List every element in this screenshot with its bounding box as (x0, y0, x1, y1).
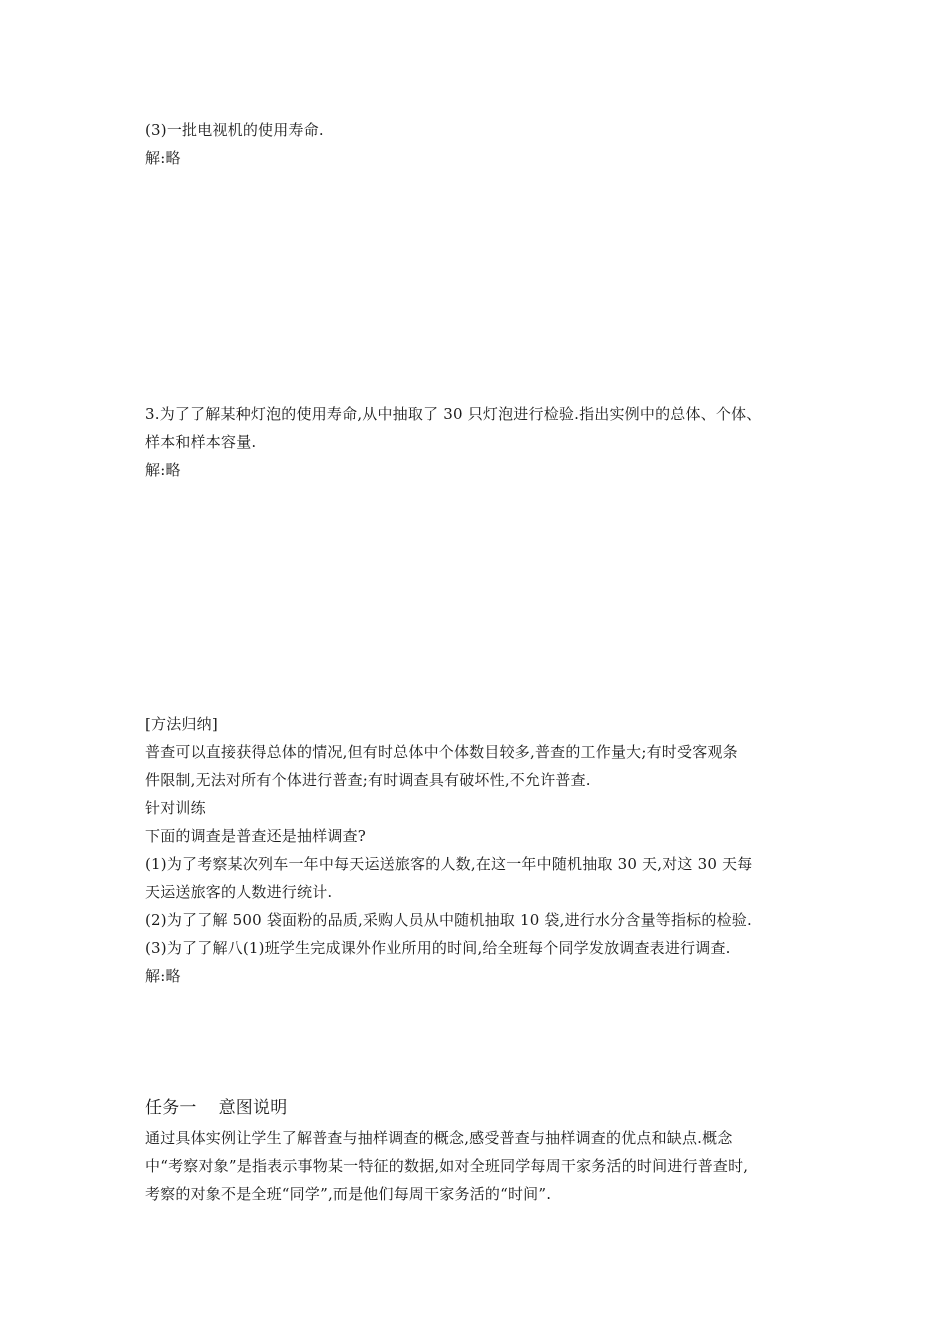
practice-title: 针对训练 (145, 799, 206, 817)
q3-answer: 解:略 (145, 461, 181, 479)
task-line3: 考察的对象不是全班“同学”,而是他们每周干家务活的“时间”. (145, 1185, 552, 1203)
task-subtitle: 意图说明 (218, 1098, 288, 1118)
practice-prompt: 下面的调查是普查还是抽样调查? (145, 827, 367, 845)
task-title: 任务一 (145, 1098, 197, 1118)
part3-question: (3)一批电视机的使用寿命. (145, 121, 324, 139)
q3-line1: 3.为了了解某种灯泡的使用寿命,从中抽取了 30 只灯泡进行检验.指出实例中的总体、个体、 (145, 405, 762, 423)
practice-answer: 解:略 (145, 967, 181, 985)
part3-answer: 解:略 (145, 149, 181, 167)
practice-item1-line2: 天运送旅客的人数进行统计. (145, 883, 333, 901)
task-line2: 中“考察对象”是指表示事物某一特征的数据,如对全班同学每周干家务活的时间进行普查时, (145, 1157, 749, 1175)
task-heading (145, 1096, 287, 1120)
method-line1: 普查可以直接获得总体的情况,但有时总体中个体数目较多,普查的工作量大;有时受客观条 (145, 743, 738, 761)
method-line2: 件限制,无法对所有个体进行普查;有时调查具有破坏性,不允许普查. (145, 771, 591, 789)
task-line1: 通过具体实例让学生了解普查与抽样调查的概念,感受普查与抽样调查的优点和缺点.概念 (145, 1129, 733, 1147)
practice-item3: (3)为了了解八(1)班学生完成课外作业所用的时间,给全班每个同学发放调查表进行调查. (145, 939, 731, 957)
q3-line2: 样本和样本容量. (145, 433, 257, 451)
method-title: [方法归纳] (145, 715, 218, 733)
practice-item2: (2)为了了解 500 袋面粉的品质,采购人员从中随机抽取 10 袋,进行水分含量等指标的检验. (145, 911, 752, 929)
practice-item1-line1: (1)为了考察某次列车一年中每天运送旅客的人数,在这一年中随机抽取 30 天,对这 30 天每 (145, 855, 753, 873)
